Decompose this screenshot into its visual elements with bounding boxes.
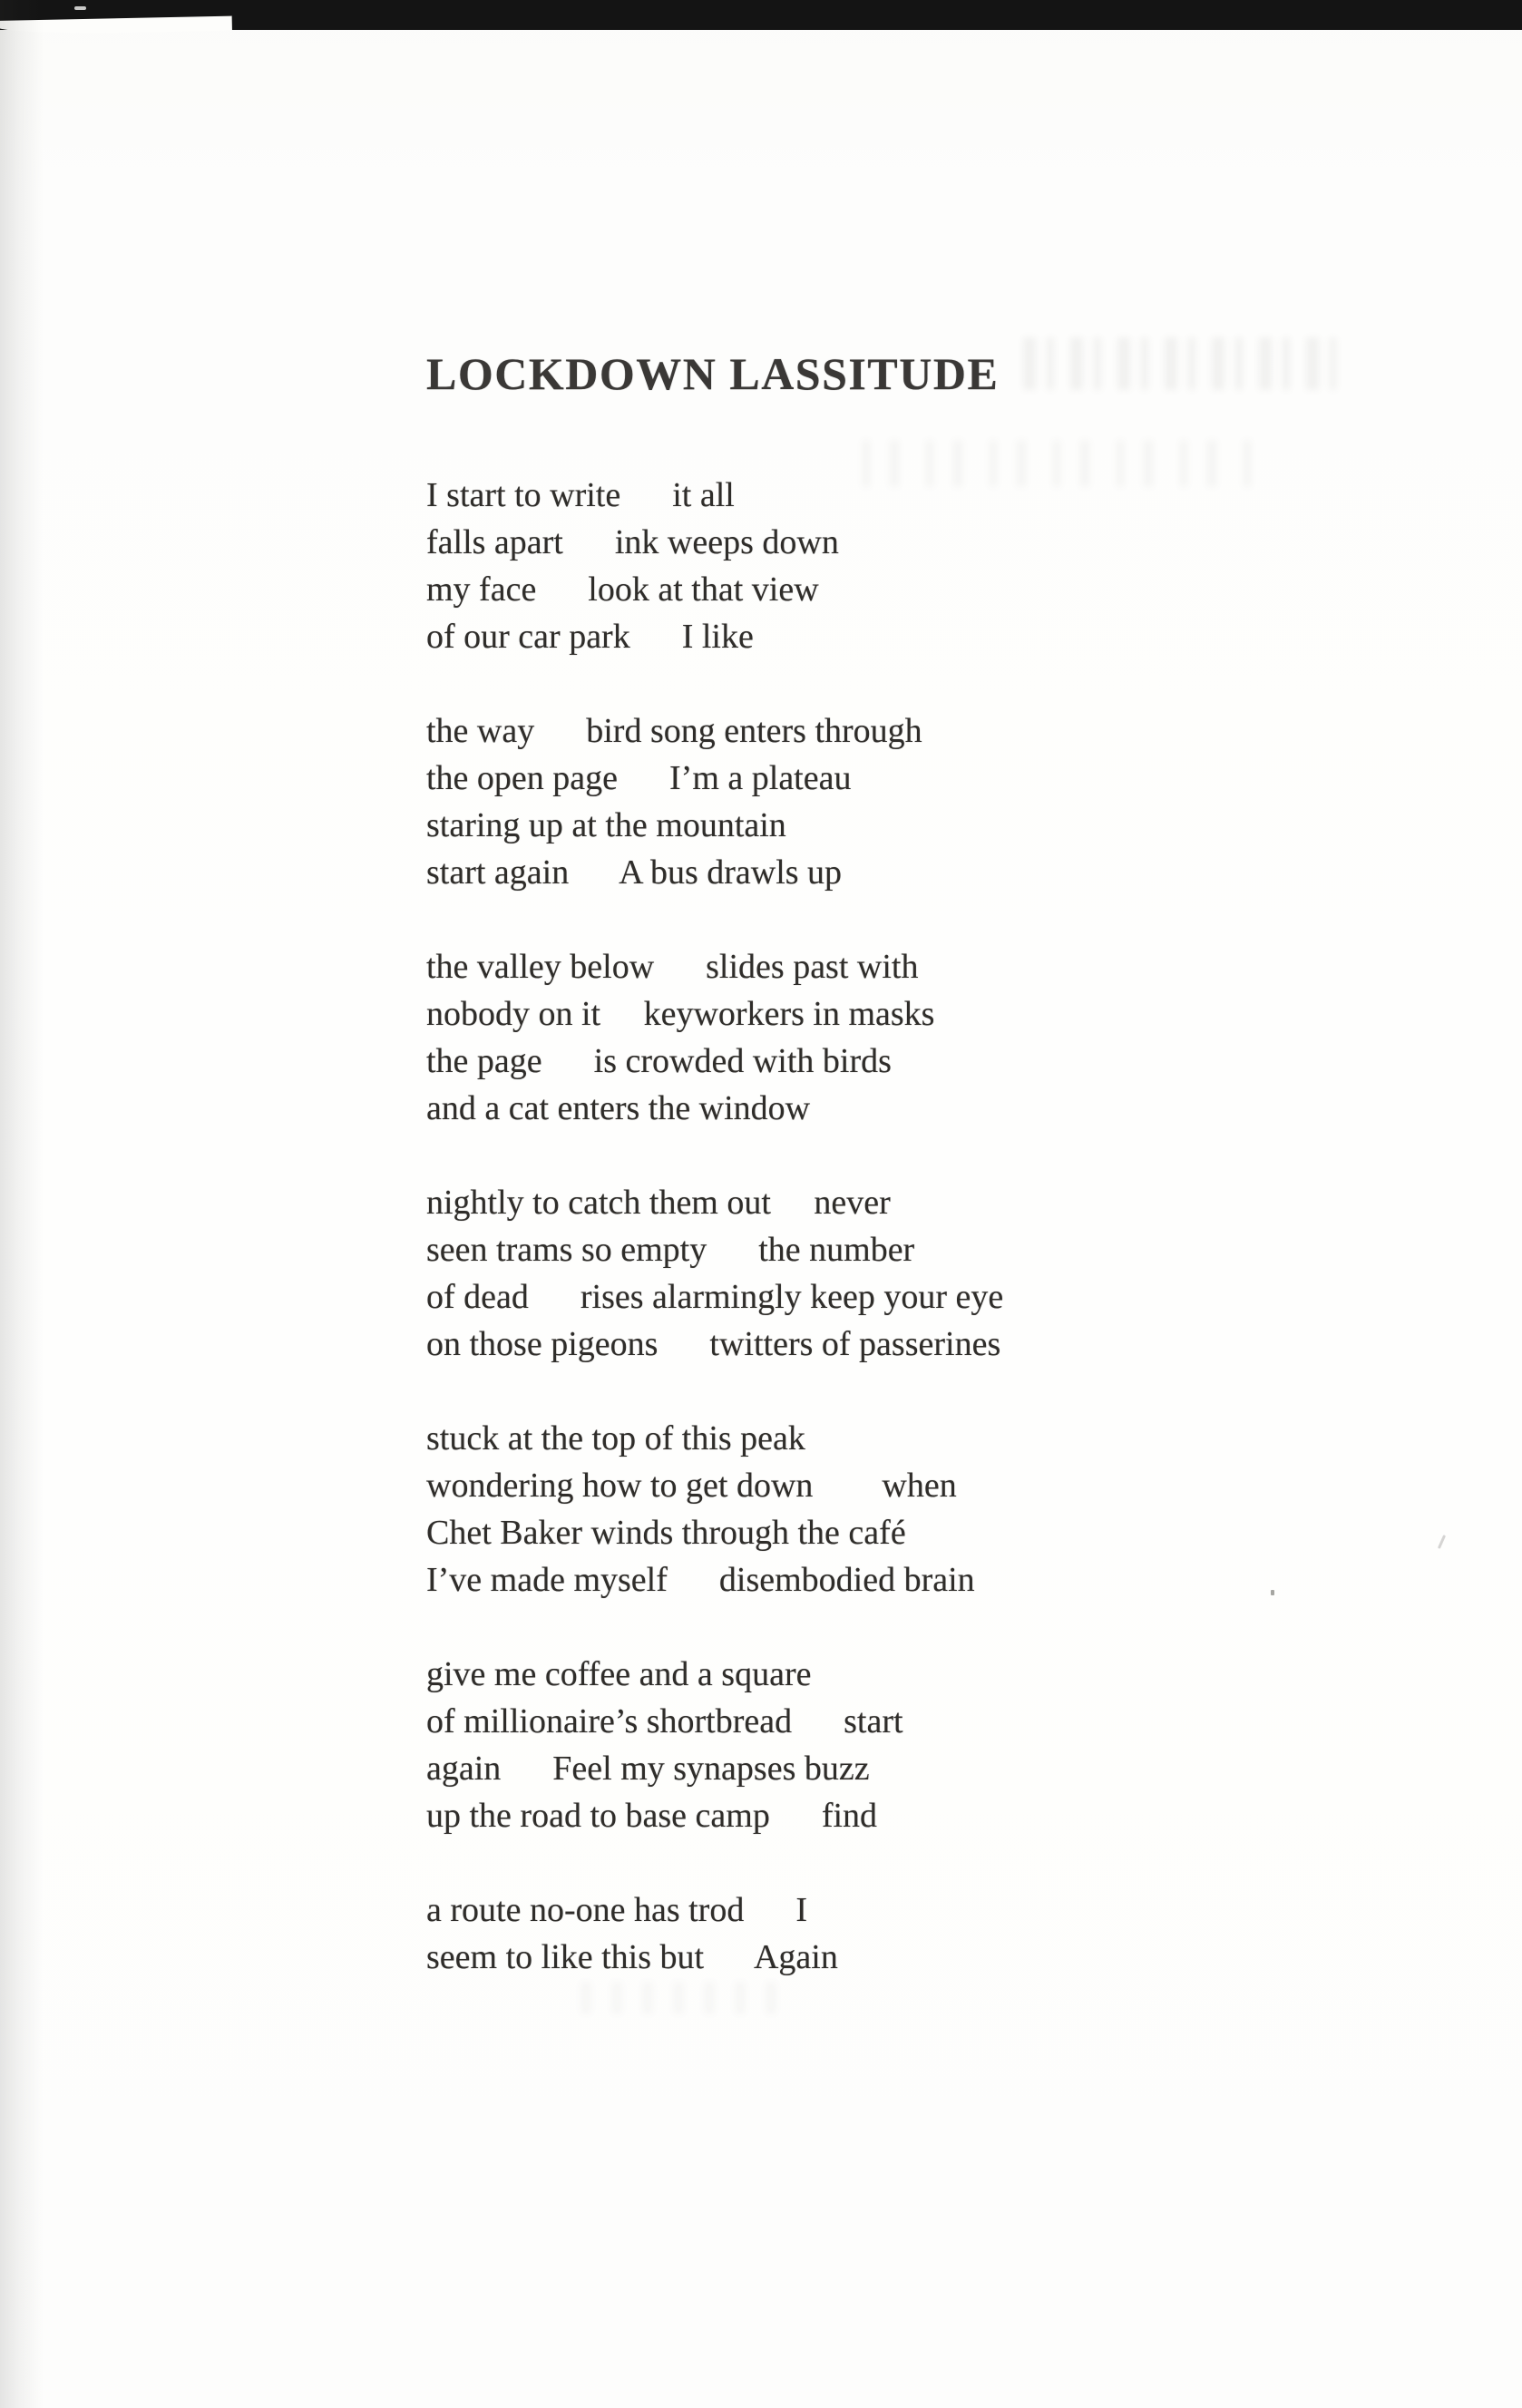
stanza: [426, 1651, 1003, 1839]
scan-speck: [1271, 1590, 1274, 1595]
poem-line: staring up at the mountain: [426, 806, 786, 844]
poem-line: Chet Baker winds through the café: [426, 1514, 906, 1552]
scanner-edge-bar: [0, 0, 1522, 30]
poem-line: my face look at that view: [426, 570, 819, 609]
stanza: [426, 943, 1003, 1132]
poem-line: nightly to catch them out never: [426, 1184, 891, 1222]
poem-line: I’ve made myself disembodied brain: [426, 1561, 975, 1599]
poem-line: I start to write it all: [426, 476, 735, 514]
stanza: [426, 707, 1003, 896]
stanza: [426, 472, 1003, 660]
poem-line: falls apart ink weeps down: [426, 523, 839, 561]
poem-line: stuck at the top of this peak: [426, 1419, 805, 1457]
stanza: [426, 1886, 1003, 1981]
poem-line: and a cat enters the window: [426, 1089, 811, 1127]
poem-line: the page is crowded with birds: [426, 1042, 892, 1080]
poem-line: wondering how to get down when: [426, 1467, 957, 1505]
poem-line: on those pigeons twitters of passerines: [426, 1325, 1001, 1363]
poem-line: the way bird song enters through: [426, 712, 922, 750]
stanza: [426, 1415, 1003, 1604]
poem-line: a route no-one has trod I: [426, 1891, 807, 1929]
poem-line: up the road to base camp find: [426, 1797, 878, 1835]
ghost-text-artifact: [1023, 337, 1336, 390]
poem-line: the open page I’m a plateau: [426, 759, 852, 797]
poem-line: give me coffee and a square: [426, 1655, 812, 1693]
poem-line: the valley below slides past with: [426, 948, 919, 986]
stanza: [426, 1179, 1003, 1368]
poem: [426, 347, 1003, 2028]
poem-line: again Feel my synapses buzz: [426, 1750, 870, 1788]
poem-line: nobody on it keyworkers in masks: [426, 995, 935, 1033]
poem-title: LOCKDOWN LASSITUDE: [426, 348, 1000, 399]
poem-line: seem to like this but Again: [426, 1938, 838, 1976]
poem-line: of dead rises alarmingly keep your eye: [426, 1278, 1004, 1316]
scan-artifact-nick: [74, 6, 86, 10]
page-edge-shadow: [0, 0, 44, 2408]
scan-speck: [1438, 1535, 1446, 1549]
poem-line: seen trams so empty the number: [426, 1231, 915, 1269]
poem-line: start again A bus drawls up: [426, 853, 843, 892]
poem-line: of our car park I like: [426, 618, 754, 656]
poem-line: of millionaire’s shortbread start: [426, 1702, 903, 1740]
